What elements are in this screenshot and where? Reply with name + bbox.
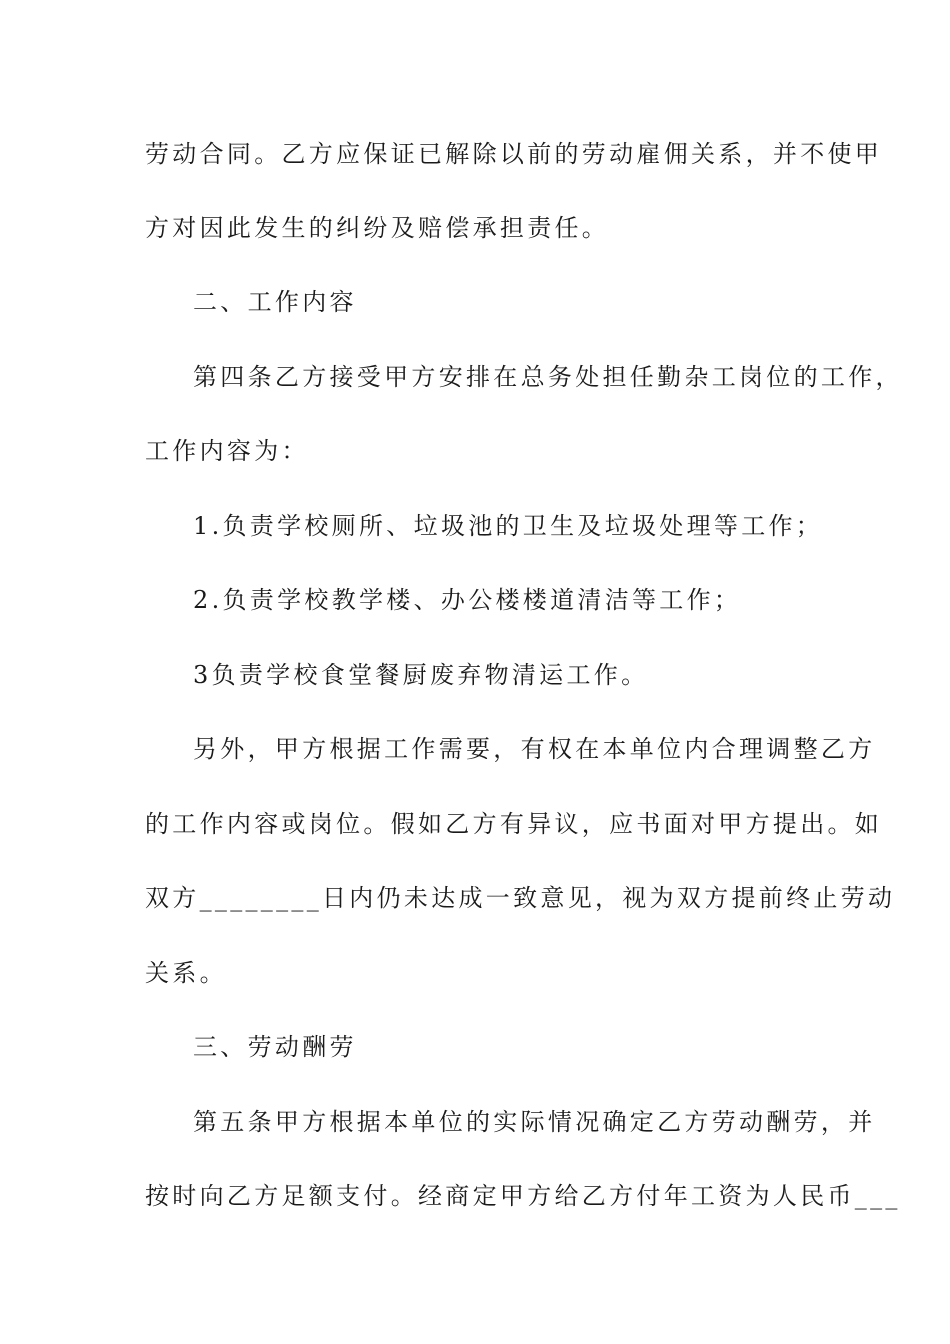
list-item: 3负责学校食堂餐厨废弃物清运工作。 <box>193 661 649 689</box>
paragraph-line: 的工作内容或岗位。假如乙方有异议，应书面对甲方提出。如 <box>145 810 883 838</box>
paragraph-line: 按时向乙方足额支付。经商定甲方给乙方付年工资为人民币___ <box>145 1182 901 1210</box>
paragraph-line: 劳动合同。乙方应保证已解除以前的劳动雇佣关系，并不使甲 <box>145 140 883 168</box>
paragraph-line: 第五条甲方根据本单位的实际情况确定乙方劳动酬劳，并 <box>193 1108 876 1136</box>
paragraph-line: 另外，甲方根据工作需要，有权在本单位内合理调整乙方 <box>193 735 876 763</box>
paragraph-line: 第四条乙方接受甲方安排在总务处担任勤杂工岗位的工作， <box>193 363 903 391</box>
paragraph-line: 方对因此发生的纠纷及赔偿承担责任。 <box>145 214 610 242</box>
paragraph-line: 关系。 <box>145 959 227 987</box>
list-item: 1.负责学校厕所、垃圾池的卫生及垃圾处理等工作； <box>193 512 824 540</box>
list-item: 2.负责学校教学楼、办公楼楼道清洁等工作； <box>193 586 742 614</box>
section-heading: 二、工作内容 <box>193 288 357 316</box>
paragraph-line: 工作内容为： <box>145 437 309 465</box>
paragraph-line: 双方________日内仍未达成一致意见，视为双方提前终止劳动 <box>145 884 896 912</box>
section-heading: 三、劳动酬劳 <box>193 1033 357 1061</box>
